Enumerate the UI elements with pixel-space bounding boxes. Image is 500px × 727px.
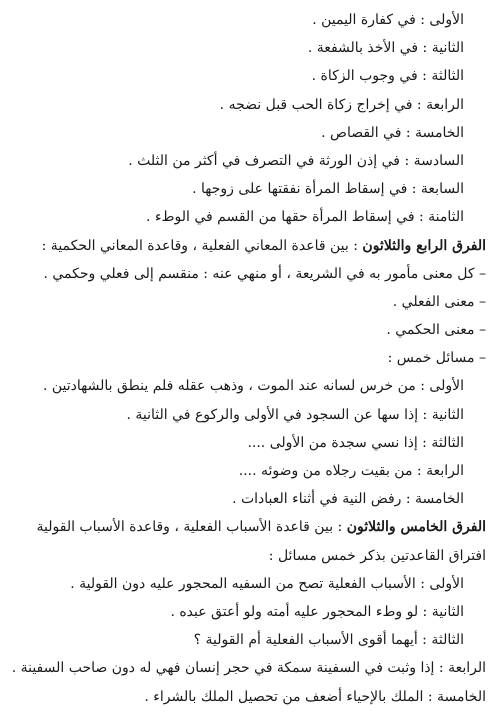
line-text: السادسة : في إذن الورثة في التصرف في أكثر من الثلث . (128, 152, 464, 169)
line-text: الأولى : في كفارة اليمين . (312, 12, 464, 28)
text-line (10, 457, 486, 485)
text-line (10, 683, 486, 711)
line-text: الثانية : لو وطء المحجور عليه أمته ولو أعتق عبده . (170, 603, 464, 620)
text-line (10, 401, 486, 429)
line-text: الرابعة : من بقيت رجلاه من وضوئه .... (238, 463, 464, 479)
text-line (10, 62, 486, 90)
line-text: الرابعة : إذا وثبت في السفينة سمكة في حجر إنسان فهي له دون صاحب السفينة . (11, 660, 486, 677)
text-line (10, 260, 486, 288)
text-line (10, 288, 486, 316)
heading-lead: الفرق الخامس والثلاثون (346, 519, 486, 536)
section-heading (10, 513, 486, 541)
line-text: – كل معنى مأمور به في الشريعة ، أو منهي عنه : منقسم إلى فعلي وحكمي . (43, 265, 486, 282)
text-line (10, 34, 486, 62)
line-text: – معنى الحكمي . (386, 322, 486, 339)
line-text: الرابعة : في إخراج زكاة الحب قبل نضجه . (219, 96, 464, 113)
text-line (10, 147, 486, 175)
heading-lead: الفرق الرابع والثلاثون (362, 237, 486, 254)
text-line (10, 570, 486, 598)
text-line (10, 119, 486, 147)
line-text: الثانية : إذا سها عن السجود في الأولى والركوع في الثانية . (126, 406, 464, 423)
text-line (10, 372, 486, 400)
text-line (10, 203, 486, 231)
line-text: الثالثة : أيهما أقوى الأسباب الفعلية أم القولية ؟ (193, 632, 464, 649)
text-line (10, 6, 486, 34)
heading-text: : بين قاعدة المعاني الفعلية ، وقاعدة المعاني الحكمية : (41, 237, 363, 254)
line-text: الأولى : الأسباب الفعلية تصح من السفيه المحجور عليه دون القولية . (70, 575, 464, 592)
line-text: الأولى : من خرس لسانه عند الموت ، وذهب عقله فلم ينطق بالشهادتين . (42, 378, 464, 395)
line-text: الخامسة : رفض النية في أثناء العبادات . (232, 491, 464, 508)
line-text: الثامنة : في إسقاط المرأة حقها من القسم في الوطء . (146, 209, 464, 226)
line-text: الخامسة : الملك بالإحياء أضعف من تحصيل الملك بالشراء . (144, 688, 486, 705)
line-text: الثالثة : في وجوب الزكاة . (311, 68, 464, 85)
section-heading (10, 232, 486, 260)
text-line (10, 316, 486, 344)
line-text: الثانية : في الأخذ بالشفعة . (307, 40, 464, 57)
line-text: – معنى الفعلي . (392, 293, 486, 310)
text-line (10, 175, 486, 203)
line-text: – مسائل خمس : (387, 350, 486, 367)
document-page (10, 6, 486, 727)
text-line (10, 626, 486, 654)
line-text: افتراق القاعدتين بذكر خمس مسائل : (268, 547, 486, 564)
text-line (10, 542, 486, 570)
line-text: الخامسة : في القصاص . (321, 124, 464, 141)
heading-text: : بين قاعدة الأسباب الفعلية ، وقاعدة الأسباب القولية (36, 519, 347, 536)
text-line (10, 654, 486, 682)
text-line (10, 344, 486, 372)
text-line (10, 91, 486, 119)
line-text: السابعة : في إسقاط المرأة نفقتها على زوجها . (192, 181, 464, 198)
text-line (10, 598, 486, 626)
line-text: الثالثة : إذا نسي سجدة من الأولى .... (247, 434, 464, 451)
text-line (10, 429, 486, 457)
text-line (10, 485, 486, 513)
